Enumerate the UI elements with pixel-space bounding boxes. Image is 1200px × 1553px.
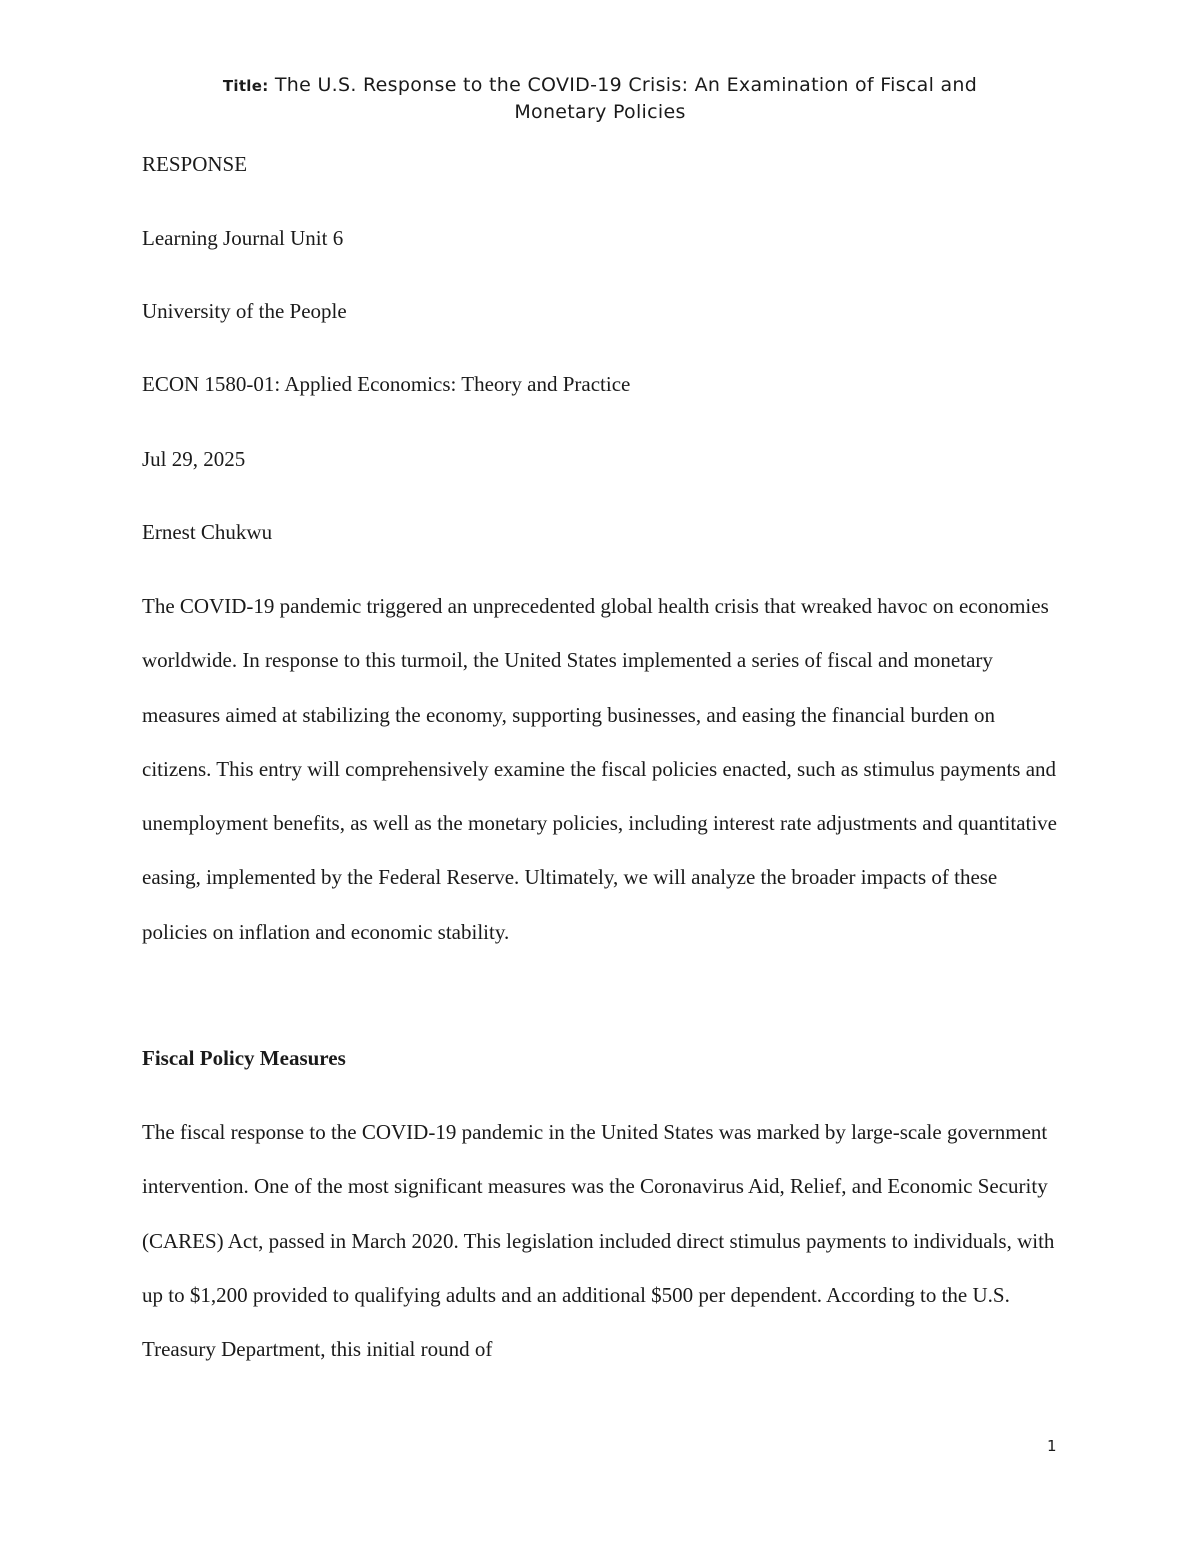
course-name: ECON 1580-01: Applied Economics: Theory and Practice: [142, 372, 631, 396]
page-number: 1: [1047, 1437, 1057, 1455]
document-title: [150, 72, 1050, 125]
university-name: University of the People: [142, 299, 347, 323]
journal-label: Learning Journal Unit 6: [142, 226, 344, 250]
author-name: Ernest Chukwu: [142, 520, 273, 544]
intro-paragraph: The COVID-19 pandemic triggered an unprecedented global health crisis that wreaked havoc on economies worldwide. In response to this turmoil, the United States implemented a series of fiscal and monetary measures aimed at stabilizing the economy, supporting businesses, and easing the financial burden on citizens. This entry will comprehensively examine the fiscal policies enacted, such as stimulus payments and unemployment benefits, as well as the monetary policies, including interest rate adjustments and quantitative easing, implemented by the Federal Reserve. Ultimately, we will analyze the broader impacts of these policies on inflation and economic stability.: [142, 594, 1058, 944]
response-label: RESPONSE: [142, 152, 248, 176]
section-heading: Fiscal Policy Measures: [142, 1046, 346, 1070]
submission-date: Jul 29, 2025: [142, 447, 246, 471]
title-line-1: [150, 72, 1050, 99]
title-prefix: Title:: [222, 77, 269, 95]
section-paragraph: The fiscal response to the COVID-19 pandemic in the United States was marked by large-scale government intervention. One of the most significant measures was the Coronavirus Aid, Relief, and Economic Security (CARES) Act, passed in March 2020. This legislation included direct stimulus payments to individuals, with up to $1,200 provided to qualifying adults and an additional $500 per dependent. According to the U.S. Treasury Department, this initial round of: [142, 1120, 1055, 1362]
title-text: The U.S. Response to the COVID-19 Crisis: An Examination of Fiscal and: [268, 74, 978, 96]
title-line-2: Monetary Policies: [514, 101, 686, 123]
